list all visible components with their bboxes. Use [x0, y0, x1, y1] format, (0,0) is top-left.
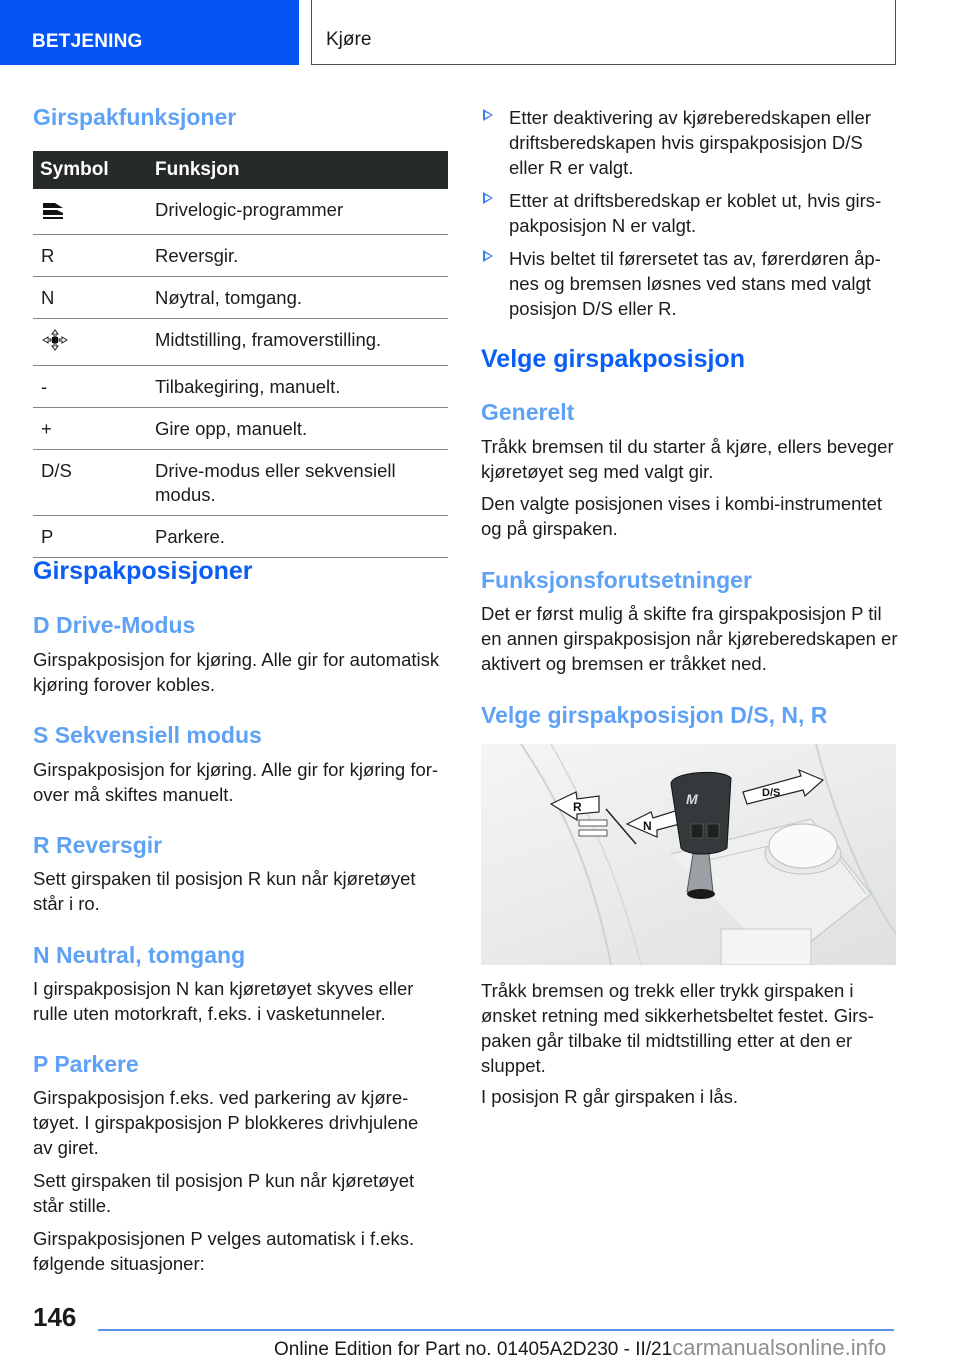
- drive-mode-heading: D Drive-Modus: [33, 612, 196, 638]
- table-row: [33, 319, 448, 366]
- column-header-symbol: Symbol: [33, 151, 155, 189]
- table-row: [33, 516, 448, 558]
- symbol-cell: D/S: [33, 450, 155, 516]
- edition-text: Online Edition for Part no. 01405A2D230 - II/21: [274, 1339, 673, 1360]
- function-cell: Gire opp, manuelt.: [155, 408, 448, 450]
- positions-heading: Girspakposisjoner: [33, 557, 253, 585]
- symbol-cell: [33, 319, 155, 366]
- table-title: Girspakfunksjoner: [33, 104, 237, 130]
- drivelogic-icon: [41, 200, 65, 220]
- prerequisites-heading: Funksjonsforutsetninger: [481, 567, 752, 593]
- table-row: [33, 408, 448, 450]
- table-row: [33, 235, 448, 277]
- symbol-cell: -: [33, 366, 155, 408]
- drive-sport-label: D/S: [762, 787, 781, 799]
- center-position-icon: [41, 329, 69, 351]
- sequential-mode-text: Girspakposisjon for kjøring. Alle gir for kjøring forover må skiftes manuelt.: [33, 759, 439, 805]
- function-cell: Drivelogic-programmer: [155, 189, 448, 235]
- function-cell: Nøytral, tomgang.: [155, 277, 448, 319]
- instruction-text-1: Tråkk bremsen og trekk eller trykk girspaken i ønsket retning med sikkerhetsbeltet festet. Girspaken går tilbake til midtstilling etter at den er sluppet.: [481, 980, 874, 1076]
- general-text-2: Den valgte posisjonen vises i kombi-instrumentet og på girspaken.: [481, 493, 883, 539]
- reverse-label: R: [573, 800, 582, 814]
- select-position-heading: Velge girspakposisjon: [481, 345, 745, 373]
- instruction-text-2: I posisjon R går girspaken i lås.: [481, 1086, 739, 1107]
- bullet-text: Hvis beltet til førersetet tas av, førerdøren åpnes og bremsen løsnes ved stans med valgt posisjon D/S eller R.: [509, 248, 881, 319]
- table-row: [33, 366, 448, 408]
- table-row: [33, 189, 448, 235]
- table-row: [33, 277, 448, 319]
- reverse-heading: R Reversgir: [33, 832, 163, 858]
- chapter-tab: [311, 0, 896, 65]
- column-header-function: Funksjon: [155, 151, 448, 189]
- neutral-label: N: [643, 819, 652, 833]
- prerequisites-text: Det er først mulig å skifte fra girspakposisjon P til en annen girspakposisjon når kjøreberedskapen er aktivert og bremsen er tråkket ned.: [481, 603, 898, 674]
- symbol-cell: [33, 189, 155, 235]
- function-cell: Reversgir.: [155, 235, 448, 277]
- bullet-item: [481, 246, 899, 321]
- gear-selector-illustration: [481, 744, 896, 965]
- bullet-text: Etter deaktivering av kjøreberedskapen eller driftsberedskapen hvis girspakposisjon D/S eller R er valgt.: [509, 107, 871, 178]
- neutral-text: I girspakposisjon N kan kjøretøyet skyves eller rulle uten motorkraft, f.eks. i vasketunneler.: [33, 978, 414, 1024]
- reverse-text: Sett girspaken til posisjon R kun når kjøretøyet står i ro.: [33, 868, 416, 914]
- triangle-bullet-icon: [483, 109, 493, 121]
- bullet-text: Etter at driftsberedskap er koblet ut, hvis girspakposisjon N er valgt.: [509, 190, 882, 236]
- gear-lever-image: [481, 744, 896, 965]
- drive-mode-text: Girspakposisjon for kjøring. Alle gir for automatisk kjøring forover kobles.: [33, 649, 440, 695]
- triangle-bullet-icon: [483, 192, 493, 204]
- symbol-cell: R: [33, 235, 155, 277]
- m-logo: M: [686, 791, 698, 807]
- symbol-cell: +: [33, 408, 155, 450]
- sequential-mode-heading: S Sekvensiell modus: [33, 722, 262, 748]
- watermark-link[interactable]: carmanualsonline.info: [672, 1335, 887, 1360]
- page-number: 146: [33, 1302, 77, 1332]
- general-heading: Generelt: [481, 399, 575, 425]
- neutral-heading: N Neutral, tomgang: [33, 942, 246, 968]
- function-cell: Midtstilling, framoverstilling.: [155, 319, 448, 366]
- symbol-cell: N: [33, 277, 155, 319]
- footer-edition: [274, 1335, 886, 1361]
- footer-divider: [98, 1329, 894, 1331]
- bullet-item: [481, 188, 899, 238]
- section-title: BETJENING: [32, 31, 143, 52]
- park-text-2: Sett girspaken til posisjon P kun når kjøretøyet står stille.: [33, 1170, 415, 1216]
- auto-park-bullet-list: [481, 105, 899, 321]
- bullet-item: [481, 105, 899, 180]
- table-row: [33, 450, 448, 516]
- select-dsnr-heading: Velge girspakposisjon D/S, N, R: [481, 702, 828, 728]
- park-heading: P Parkere: [33, 1051, 139, 1077]
- gear-function-table: [33, 151, 448, 558]
- general-text-1: Tråkk bremsen til du starter å kjøre, ellers beveger kjøretøyet seg med valgt gir.: [481, 436, 894, 482]
- park-text-1: Girspakposisjon f.eks. ved parkering av kjøretøyet. I girspakposisjon P blokkeres drivhjulene av giret.: [33, 1087, 419, 1158]
- triangle-bullet-icon: [483, 250, 493, 262]
- section-tab: [0, 0, 299, 65]
- function-cell: Drive-modus eller sekvensiell modus.: [155, 450, 448, 516]
- function-cell: Parkere.: [155, 516, 448, 558]
- function-cell: Tilbakegiring, manuelt.: [155, 366, 448, 408]
- table-header-row: [33, 151, 448, 189]
- park-text-3: Girspakposisjonen P velges automatisk i f.eks. følgende situasjoner:: [33, 1228, 415, 1274]
- symbol-cell: P: [33, 516, 155, 558]
- chapter-title: Kjøre: [326, 29, 372, 50]
